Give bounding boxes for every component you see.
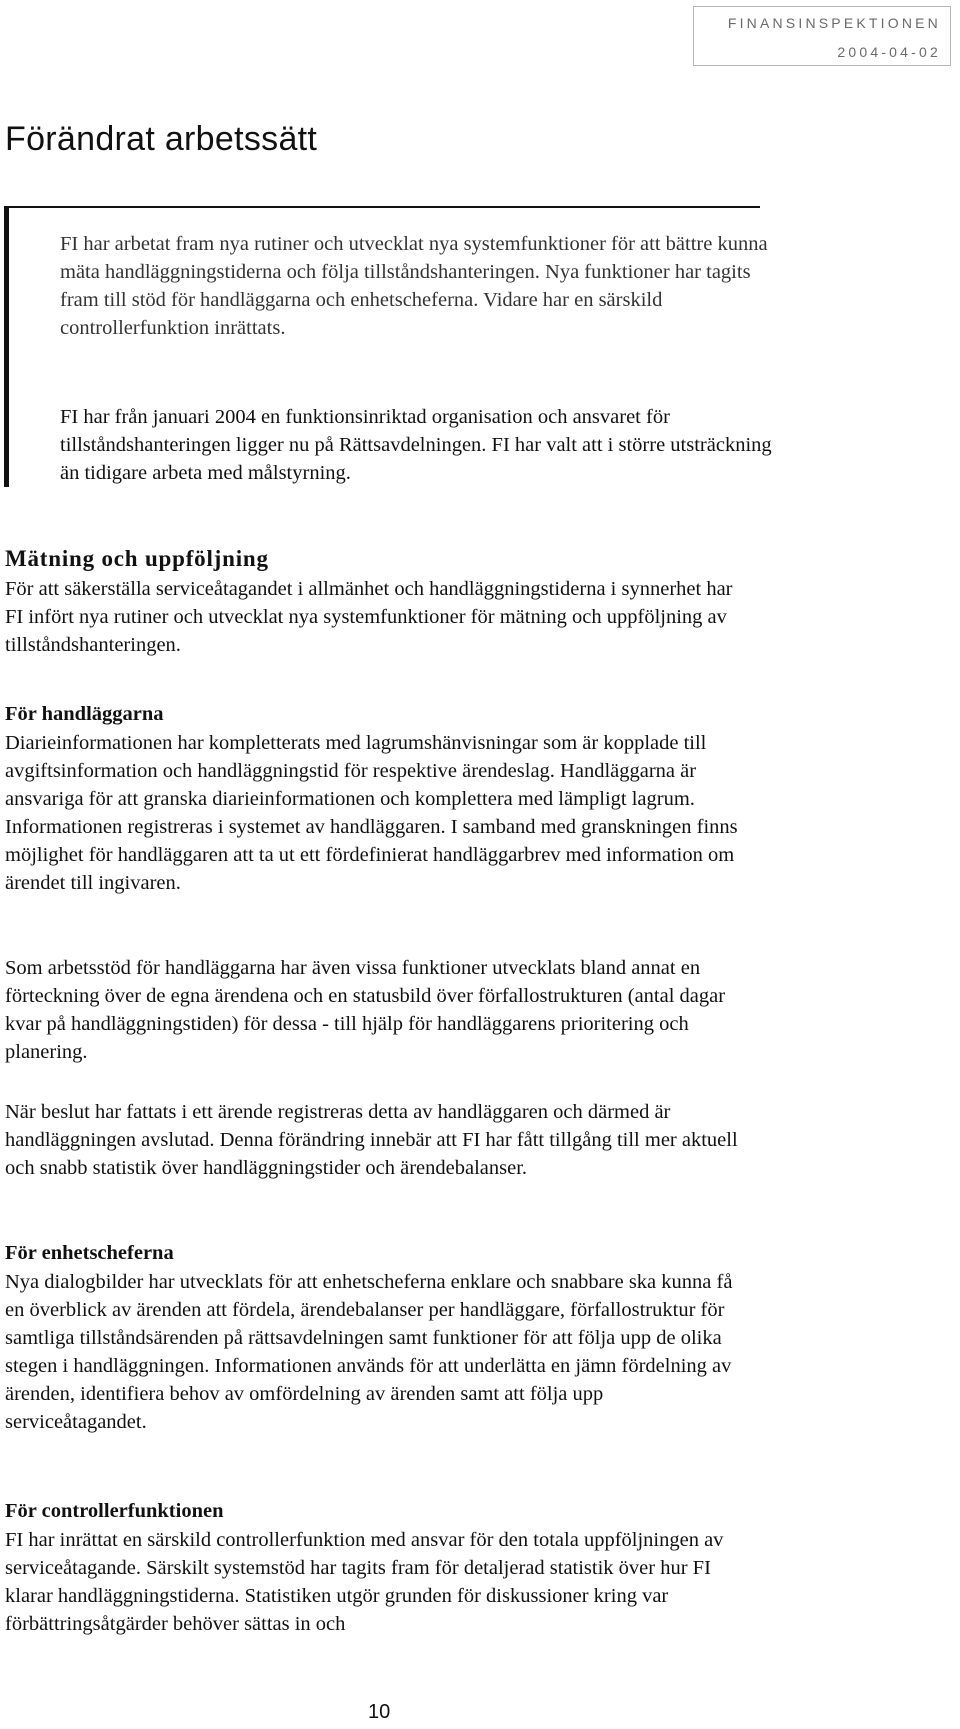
handlaggarna-paragraph-3: När beslut har fattats i ett ärende registreras detta av handläggaren och därmed är handläggningen avslutad. Denna förändring innebär att FI har fått tillgång till mer aktuell och snabb statistik över handläggningstider och ärendebalanser. <box>5 1101 738 1179</box>
intro-top-rule <box>5 206 760 208</box>
section-heading: Mätning och uppföljning <box>5 546 269 571</box>
enhetscheferna-paragraph: Nya dialogbilder har utvecklats för att enhetscheferna enklare och snabbare ska kunna få en överblick av ärenden att fördela, ärendebalanser per handläggare, förfallostruktur för samtliga tillståndsärenden på rättsavdelningen samt funktioner för att följa upp de olika stegen i handläggningen. Informationen används för att underlätta en jämn fördelning av ärenden, identifiera behov av omfördelning av ärenden samt att följa upp serviceåtagandet. <box>5 1271 733 1433</box>
intro-side-bar <box>4 206 9 487</box>
subheading-handlaggarna: För handläggarna <box>5 703 164 725</box>
intro-paragraph-1: FI har arbetat fram nya rutiner och utvecklat nya systemfunktioner för att bättre kunna mäta handläggningstiderna och följa tillståndshanteringen. Nya funktioner har tagits fram till stöd för handläggarna och enhetscheferna. Vidare har en särskild controllerfunktion inrättats. <box>60 233 768 339</box>
subheading-controller: För controllerfunktionen <box>5 1500 224 1522</box>
section-lead-paragraph: För att säkerställa serviceåtagandet i allmänhet och handläggningstiderna i synnerhet har FI infört nya rutiner och utvecklat nya systemfunktioner för mätning och uppföljning av tillståndshanteringen. <box>5 578 733 656</box>
page-title: Förändrat arbetssätt <box>5 120 318 158</box>
intro-paragraph-2: FI har från januari 2004 en funktionsinriktad organisation och ansvaret för tillståndshanteringen ligger nu på Rättsavdelningen. FI har valt att i större utsträckning än tidigare arbeta med målstyrning. <box>60 406 772 484</box>
header-date: 2004-04-02 <box>837 44 941 60</box>
page-number: 10 <box>368 1701 391 1723</box>
header-organization: FINANSINSPEKTIONEN <box>727 15 941 31</box>
controller-paragraph: FI har inrättat en särskild controllerfunktion med ansvar för den totala uppföljningen av serviceåtagande. Särskilt systemstöd har tagits fram för detaljerad statistik över hur FI klarar handläggningstiderna. Statistiken utgör grunden för diskussioner kring var förbättringsåtgärder behöver sättas in och <box>5 1529 724 1635</box>
handlaggarna-paragraph-1: Diarieinformationen har kompletterats med lagrumshänvisningar som är kopplade till avgiftsinformation och handläggningstid för respektive ärendeslag. Handläggarna är ansvariga för att granska diarieinformationen och komplettera med lämpligt lagrum. Informationen registreras i systemet av handläggaren. I samband med granskningen finns möjlighet för handläggaren att ta ut ett fördefinierat handläggarbrev med information om ärendet till ingivaren. <box>5 732 738 894</box>
handlaggarna-paragraph-2: Som arbetsstöd för handläggarna har även vissa funktioner utvecklats bland annat en förteckning över de egna ärendena och en statusbild över förfallostrukturen (antal dagar kvar på handläggningstiden) för dessa - till hjälp för handläggarens prioritering och planering. <box>5 957 726 1063</box>
subheading-enhetscheferna: För enhetscheferna <box>5 1242 174 1264</box>
